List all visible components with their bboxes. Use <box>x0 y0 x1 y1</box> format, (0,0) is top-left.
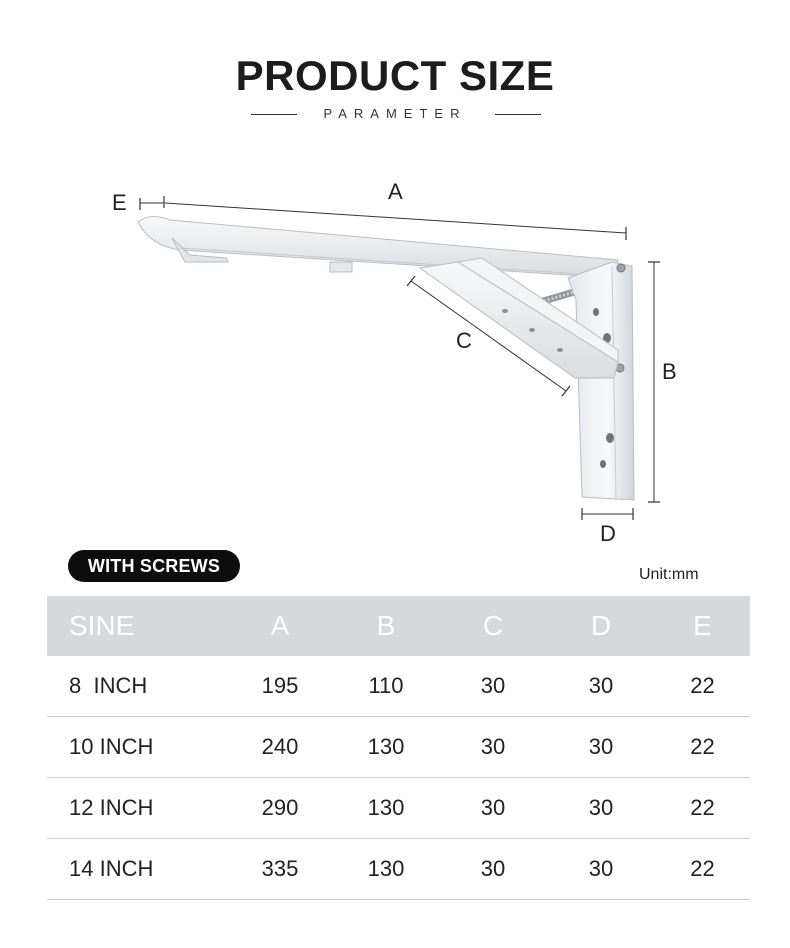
table-row <box>47 839 750 900</box>
bracket-post <box>568 262 634 500</box>
label-b: B <box>662 359 677 384</box>
label-c: C <box>456 328 472 353</box>
header-a: A <box>270 610 290 641</box>
cell-e: 22 <box>690 673 715 698</box>
cell-a: 195 <box>261 673 299 698</box>
cell-b: 130 <box>367 856 405 881</box>
header-d: D <box>590 610 612 641</box>
cell-size: 12 INCH <box>69 795 154 820</box>
bracket-diagram <box>0 150 790 550</box>
label-a: A <box>388 179 403 204</box>
page-title: PRODUCT SIZE <box>235 52 555 99</box>
with-screws-badge: WITH SCREWS <box>68 550 240 582</box>
cell-e: 22 <box>690 734 715 759</box>
cell-d: 30 <box>588 856 614 881</box>
cell-a: 240 <box>261 734 299 759</box>
cell-d: 30 <box>588 795 614 820</box>
cell-c: 30 <box>480 856 506 881</box>
cell-a: 335 <box>261 856 299 881</box>
subtitle-line-right <box>495 114 541 115</box>
table-row <box>47 656 750 717</box>
size-table <box>47 596 750 900</box>
cell-d: 30 <box>588 734 614 759</box>
cell-b: 110 <box>368 673 404 698</box>
label-d: D <box>600 521 616 546</box>
cell-c: 30 <box>480 795 506 820</box>
header-e: E <box>693 610 712 641</box>
table-row <box>47 778 750 839</box>
header-c: C <box>482 610 504 641</box>
cell-size: 10 INCH <box>69 734 154 759</box>
dimension-d <box>582 508 633 546</box>
cell-b: 130 <box>367 795 405 820</box>
header-sine: SINE <box>69 610 135 641</box>
cell-e: 22 <box>690 856 715 881</box>
cell-a: 290 <box>261 795 299 820</box>
dimension-b <box>648 262 677 502</box>
cell-size: 14 INCH <box>69 856 154 881</box>
cell-d: 30 <box>588 673 614 698</box>
label-e: E <box>112 190 127 215</box>
cell-b: 130 <box>367 734 405 759</box>
cell-c: 30 <box>480 673 506 698</box>
bracket-arm <box>138 216 618 278</box>
table-header <box>47 596 750 656</box>
table-row <box>47 717 750 778</box>
dimension-e <box>112 190 164 215</box>
cell-c: 30 <box>480 734 506 759</box>
unit-label: Unit:mm <box>639 566 699 583</box>
cell-e: 22 <box>690 795 715 820</box>
header-b: B <box>376 610 396 641</box>
cell-size: 8 INCH <box>69 673 148 698</box>
page-subtitle: PARAMETER <box>323 106 467 121</box>
